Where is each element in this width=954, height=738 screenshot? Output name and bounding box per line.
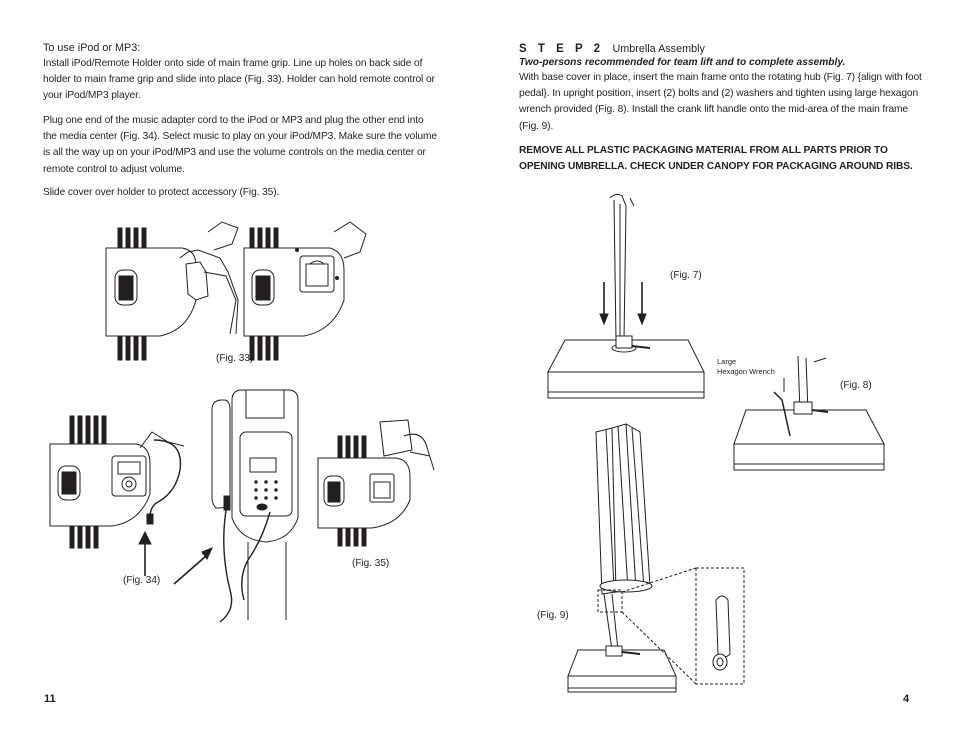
text-line: the media center (Fig. 34). Select music to play on your iPod/MP3. Make sure the volume — [43, 131, 437, 143]
text-line: Install iPod/Remote Holder onto side of main frame grip. Line up holes on back side of — [43, 58, 423, 69]
text-line: Plug one end of the music adapter cord to the iPod or MP3 and plug the other end into — [43, 115, 424, 126]
text-line: pedal}. In upright position, insert (2) bolts and (2) washers and tighten using large hexagon — [519, 88, 919, 100]
left-heading: To use iPod or MP3: — [43, 42, 141, 54]
warning-line: OPENING UMBRELLA. CHECK UNDER CANOPY FOR PACKAGING AROUND RIBS. — [519, 161, 913, 173]
warning-line: REMOVE ALL PLASTIC PACKAGING MATERIAL FROM ALL PARTS PRIOR TO — [519, 145, 888, 156]
text-line: holder to main frame grip and slide into place (Fig. 33). Holder can hold remote control or — [43, 74, 435, 86]
text-line: With base cover in place, insert the main frame onto the rotating hub (Fig. 7) {align with foot — [519, 72, 922, 83]
text-line: (Fig. 9). — [519, 120, 554, 132]
text-line: is all the way up on your iPod/MP3 and use the volume controls on the media center or — [43, 147, 426, 159]
text-line: your iPod/MP3 player. — [43, 90, 141, 102]
right-page-number: 4 — [903, 693, 910, 705]
fig-34-caption: (Fig. 34) — [123, 575, 161, 586]
text-line: wrench provided (Fig. 8). Install the crank lift handle onto the mid-area of the main frame — [519, 104, 908, 116]
left-page-number: 11 — [44, 693, 56, 705]
fig-7-caption: (Fig. 7) — [670, 270, 702, 281]
wrench-label-line-2: Hexagon Wrench — [717, 367, 775, 376]
fig-9-caption: (Fig. 9) — [537, 610, 569, 621]
text-line: remote control to adjust volume. — [43, 163, 185, 175]
team-lift-note: Two-persons recommended for team lift and to complete assembly. — [519, 57, 846, 68]
wrench-label-line-1: Large — [717, 357, 737, 366]
left-paragraph-3: Slide cover over holder to protect accessory (Fig. 35). — [43, 187, 280, 198]
step-label: S T E P 2 — [519, 43, 605, 55]
fig-8-caption: (Fig. 8) — [840, 380, 872, 391]
fig-35-caption: (Fig. 35) — [352, 558, 390, 569]
step-title: Umbrella Assembly — [612, 43, 705, 55]
fig-33-caption: (Fig. 33) — [216, 353, 254, 364]
